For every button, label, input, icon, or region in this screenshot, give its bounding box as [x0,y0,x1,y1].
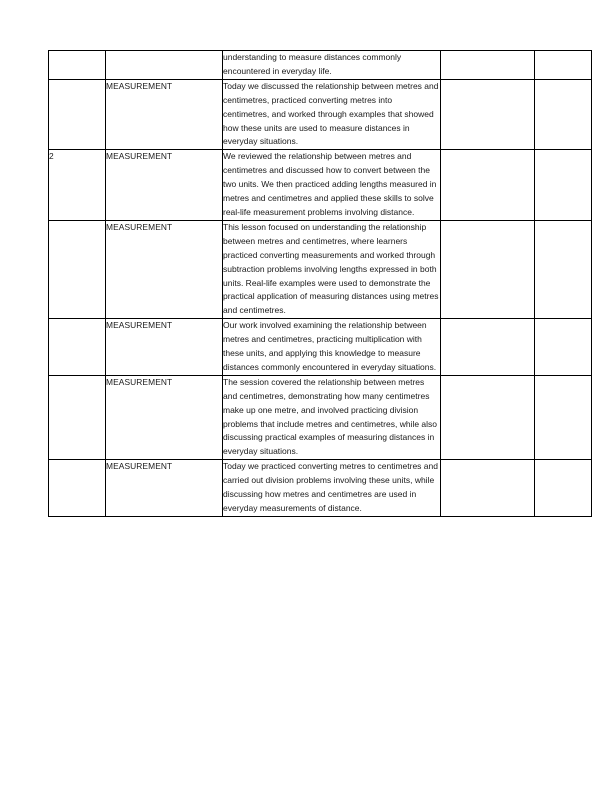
cell-remarks [535,79,592,150]
table-row [49,79,592,150]
cell-strand: MEASUREMENT [106,79,223,150]
cell-remarks [535,460,592,517]
cell-reference [441,220,535,318]
cell-content: This lesson focused on understanding the relationship between metres and centimetres, where learners practiced converting measurements and worked through subtraction problems involving lengths expressed in both units. Real-life examples were used to demonstrate the practical application of measuring distances using metres and centimetres. [223,220,441,318]
cell-week [49,375,106,459]
table-row [49,375,592,459]
cell-reference [441,51,535,80]
cell-content: Today we practiced converting metres to centimetres and carried out division problems involving these units, while discussing how metres and centimetres are used in everyday measurements of distance. [223,460,441,517]
table-row [49,150,592,221]
cell-strand [106,51,223,80]
cell-reference [441,79,535,150]
cell-remarks [535,220,592,318]
cell-content: We reviewed the relationship between metres and centimetres and discussed how to convert between the two units. We then practiced adding lengths measured in metres and centimetres and applied these skills to solve real-life measurement problems involving distance. [223,150,441,221]
cell-week [49,460,106,517]
cell-strand: MEASUREMENT [106,319,223,376]
cell-remarks [535,319,592,376]
table-row [49,319,592,376]
cell-remarks [535,375,592,459]
cell-reference [441,375,535,459]
cell-week [49,79,106,150]
cell-week [49,51,106,80]
cell-reference [441,150,535,221]
cell-reference [441,460,535,517]
cell-remarks [535,150,592,221]
cell-content: understanding to measure distances commonly encountered in everyday life. [223,51,441,80]
table-body [49,51,592,517]
cell-content: Today we discussed the relationship between metres and centimetres, practiced converting metres into centimetres, and worked through examples that showed how these units are used to measure distances in everyday situations. [223,79,441,150]
table-row [49,220,592,318]
cell-week [49,319,106,376]
cell-strand: MEASUREMENT [106,220,223,318]
cell-strand: MEASUREMENT [106,460,223,517]
cell-week: 2 [49,150,106,221]
cell-content: Our work involved examining the relationship between metres and centimetres, practicing multiplication with these units, and applying this knowledge to measure distances commonly encountered in everyday situations. [223,319,441,376]
table-row [49,460,592,517]
cell-strand: MEASUREMENT [106,150,223,221]
lesson-record-table [48,50,592,517]
cell-remarks [535,51,592,80]
cell-strand: MEASUREMENT [106,375,223,459]
cell-content: The session covered the relationship between metres and centimetres, demonstrating how many centimetres make up one metre, and involved practicing division problems that include metres and centimetres, while also discussing practical examples of measuring distances in everyday situations. [223,375,441,459]
cell-week [49,220,106,318]
cell-reference [441,319,535,376]
table-row [49,51,592,80]
